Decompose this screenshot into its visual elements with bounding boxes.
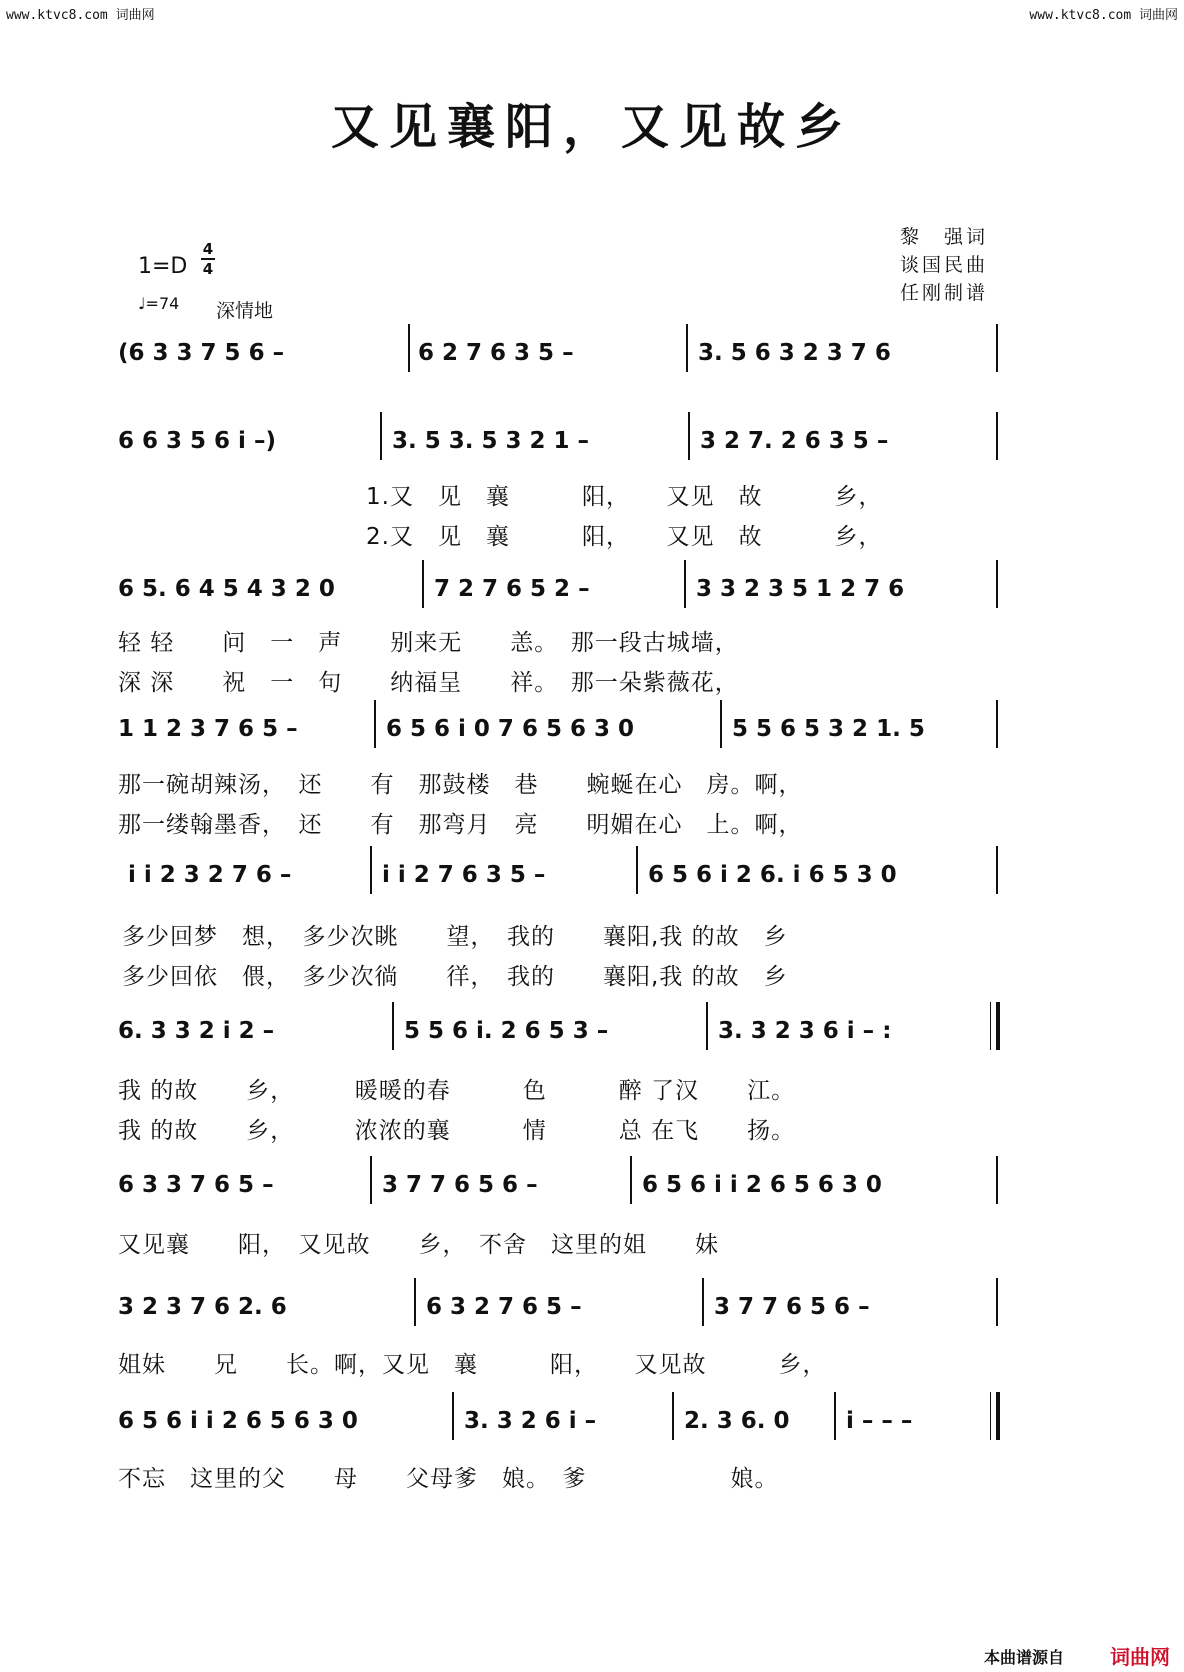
barline	[392, 1002, 394, 1050]
lyric-line: 那一碗胡辣汤， 还 有 那鼓楼 巷 蜿蜒在心 房。啊，	[118, 772, 803, 798]
barline	[996, 412, 998, 460]
lyric-line: 姐妹 兄 长。啊，又见 襄 阳， 又见故 乡，	[118, 1352, 827, 1378]
barline	[630, 1156, 632, 1204]
time-signature-top: 4	[202, 240, 214, 258]
measure: 6 5 6 i 0 7 6 5 6 3 0	[386, 716, 634, 742]
barline	[706, 1002, 708, 1050]
barline	[374, 700, 376, 748]
final-barline-thin	[990, 1392, 991, 1440]
measure: 5 5 6 5 3 2 1. 5	[732, 716, 925, 742]
barline	[370, 846, 372, 894]
measure: 6 2 7 6 3 5 –	[418, 340, 574, 366]
barline	[702, 1278, 704, 1326]
lyric-line: 深 深 祝 一 句 纳福呈 祥。 那一朵紫薇花，	[118, 670, 739, 696]
lyric-line: 1.又 见 襄 阳， 又见 故 乡，	[366, 484, 883, 510]
measure: 3 3 2 3 5 1 2 7 6	[696, 576, 905, 602]
lyric-line: 我 的故 乡， 暖暖的春 色 醉 了汉 江。	[118, 1078, 796, 1104]
measure: 2. 3 6. 0	[684, 1408, 790, 1434]
lyric-line: 又见襄 阳， 又见故 乡， 不舍 这里的姐 妹	[118, 1232, 719, 1258]
barline	[688, 412, 690, 460]
score-row-3	[118, 572, 1066, 612]
measure: i i 2 3 2 7 6 –	[128, 862, 292, 888]
lyric-line: 2.又 见 襄 阳， 又见 故 乡，	[366, 524, 883, 550]
barline	[720, 700, 722, 748]
measure: 6 3 2 7 6 5 –	[426, 1294, 582, 1320]
score-row-1	[118, 336, 1066, 376]
lyric-line: 那一缕翰墨香， 还 有 那弯月 亮 明媚在心 上。啊，	[118, 812, 803, 838]
measure: 6 5 6 i i 2 6 5 6 3 0	[118, 1408, 358, 1434]
measure: 3. 3 2 3 6 i – :	[718, 1018, 892, 1044]
barline	[408, 324, 410, 372]
measure: 6 6 3 5 6 i –)	[118, 428, 276, 454]
measure: 3 2 3 7 6 2. 6	[118, 1294, 287, 1320]
final-barline-thick	[996, 1392, 1000, 1440]
measure: (6 3 3 7 5 6 –	[118, 340, 285, 366]
measure: 3 2 7. 2 6 3 5 –	[700, 428, 889, 454]
score-row-2	[118, 424, 1066, 464]
measure: 3 7 7 6 5 6 –	[382, 1172, 538, 1198]
repeat-barline	[996, 1002, 1000, 1050]
barline	[996, 1278, 998, 1326]
barline	[686, 324, 688, 372]
barline	[636, 846, 638, 894]
lyric-line: 我 的故 乡， 浓浓的襄 情 总 在飞 扬。	[118, 1118, 796, 1144]
barline	[422, 560, 424, 608]
measure: 3. 5 3. 5 3 2 1 –	[392, 428, 590, 454]
lyric-line: 轻 轻 问 一 声 别来无 恙。 那一段古城墙，	[118, 630, 739, 656]
barline	[834, 1392, 836, 1440]
final-barline-thin	[990, 1002, 991, 1050]
time-signature	[201, 240, 215, 278]
measure: 6 5 6 i 2 6. i 6 5 3 0	[648, 862, 897, 888]
footer-site-logo[interactable]: 词曲网	[1110, 1645, 1170, 1669]
score-row-8	[118, 1290, 1066, 1330]
barline	[996, 324, 998, 372]
score-row-9	[118, 1404, 1066, 1444]
measure: 6 3 3 7 6 5 –	[118, 1172, 274, 1198]
measure: i – – –	[846, 1408, 913, 1434]
score-row-4	[118, 712, 1066, 752]
measure: 6. 3 3 2 i 2 –	[118, 1018, 275, 1044]
barline	[996, 846, 998, 894]
measure: 3. 3 2 6 i –	[464, 1408, 597, 1434]
expression-mark: 深情地	[216, 300, 274, 322]
arranger-credit: 任刚制谱	[899, 282, 988, 304]
time-signature-bottom: 4	[202, 260, 214, 278]
measure: 5 5 6 i. 2 6 5 3 –	[404, 1018, 609, 1044]
key-signature: 1=D	[138, 254, 188, 279]
score-row-5	[118, 858, 1066, 898]
score-row-6	[118, 1014, 1066, 1054]
measure: 3. 5 6 3 2 3 7 6	[698, 340, 891, 366]
barline	[684, 560, 686, 608]
lyric-line: 多少回依 偎， 多少次徜 徉， 我的 襄阳,我 的故 乡	[122, 964, 788, 990]
lyric-line: 不忘 这里的父 母 父母爹 娘。 爹 娘。	[118, 1466, 779, 1492]
barline	[996, 1156, 998, 1204]
watermark-left: www.ktvc8.com 词曲网	[6, 8, 155, 23]
barline	[452, 1392, 454, 1440]
barline	[370, 1156, 372, 1204]
song-title: 又见襄阳，又见故乡	[330, 99, 853, 155]
barline	[996, 700, 998, 748]
barline	[414, 1278, 416, 1326]
measure: 6 5. 6 4 5 4 3 2 0	[118, 576, 335, 602]
score-row-7	[118, 1168, 1066, 1208]
measure: 3 7 7 6 5 6 –	[714, 1294, 870, 1320]
measure: i i 2 7 6 3 5 –	[382, 862, 546, 888]
measure: 7 2 7 6 5 2 –	[434, 576, 590, 602]
tempo-mark: ♩=74	[138, 294, 180, 313]
lyric-line: 多少回梦 想， 多少次眺 望， 我的 襄阳,我 的故 乡	[122, 924, 788, 950]
barline	[672, 1392, 674, 1440]
barline	[380, 412, 382, 460]
footer-source-text: 本曲谱源自	[983, 1648, 1064, 1667]
measure: 6 5 6 i i 2 6 5 6 3 0	[642, 1172, 882, 1198]
lyricist-credit: 黎 强词	[899, 226, 988, 248]
barline	[996, 560, 998, 608]
watermark-right: www.ktvc8.com 词曲网	[1029, 8, 1178, 23]
measure: 1 1 2 3 7 6 5 –	[118, 716, 298, 742]
composer-credit: 谈国民曲	[899, 254, 988, 276]
